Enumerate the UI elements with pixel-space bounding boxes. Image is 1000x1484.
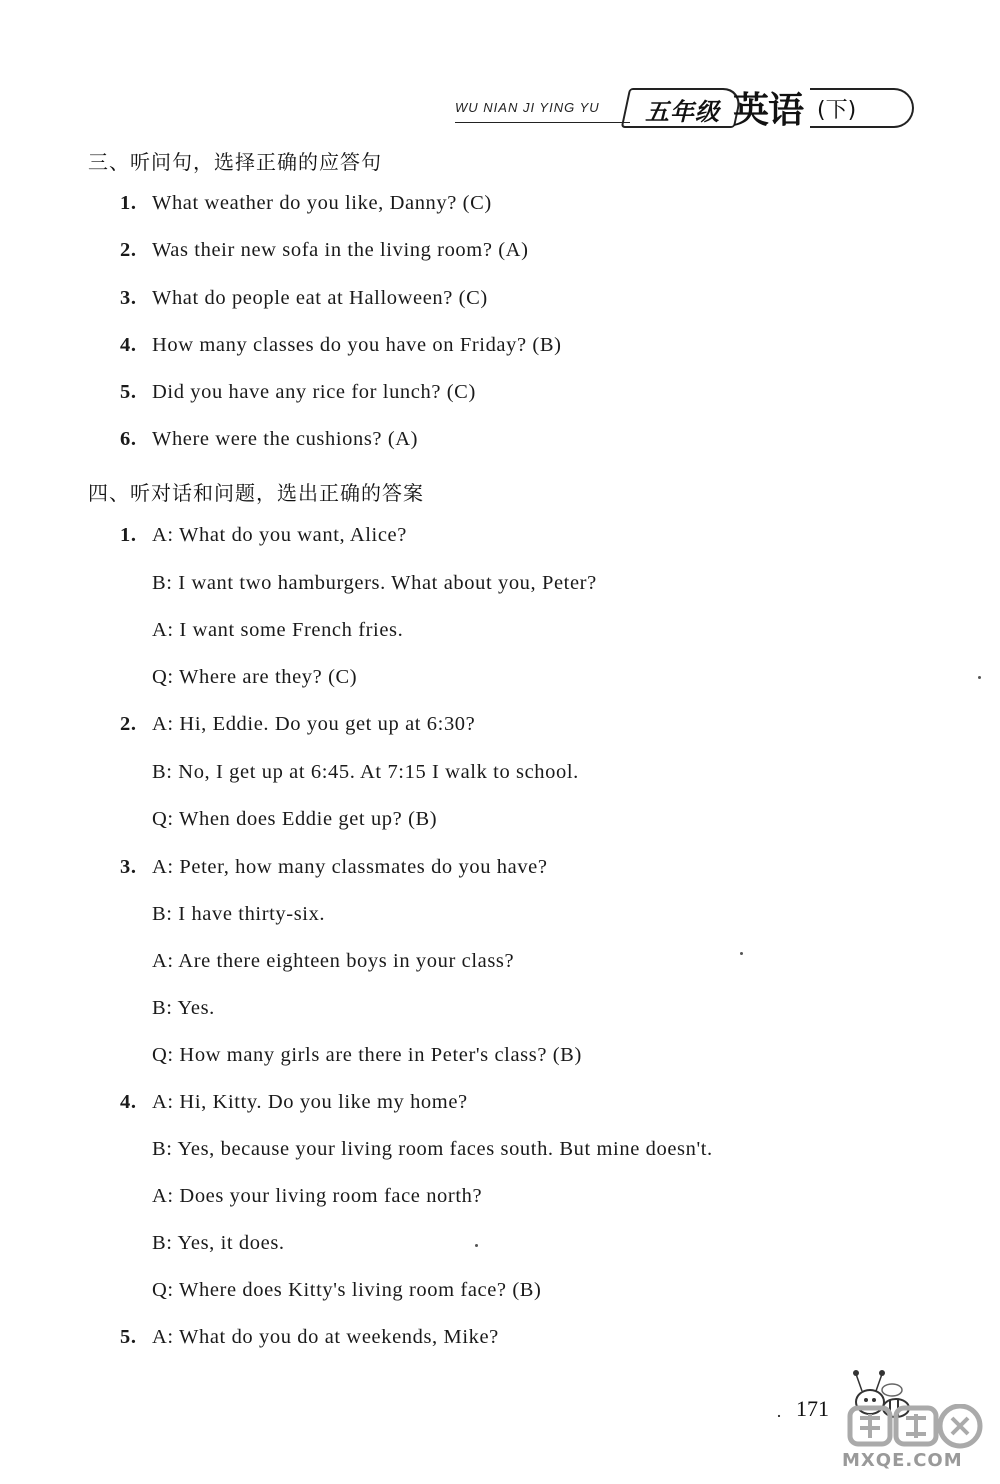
list-item <box>120 524 407 547</box>
item-number: 1. <box>120 524 137 546</box>
dialogue-line: B: I want two hamburgers. What about you, Peter? <box>152 572 597 594</box>
dialogue-line: Q: How many girls are there in Peter's class? (B) <box>152 1044 582 1066</box>
header-grade: 五年级 <box>645 98 720 126</box>
item-number: 2. <box>120 239 137 261</box>
item-text: Was their new sofa in the living room? (A) <box>152 239 529 261</box>
dialogue-line: Q: Where does Kitty's living room face? (B) <box>152 1279 542 1301</box>
dialogue-line: Q: Where are they? (C) <box>152 666 358 688</box>
list-item <box>120 334 562 357</box>
header-level: (下) <box>817 98 857 123</box>
list-item <box>120 192 492 215</box>
item-number: 2. <box>120 713 137 735</box>
section-title-listen-questions: 三、听问句，选择正确的应答句 <box>88 150 382 174</box>
list-item <box>120 287 488 310</box>
item-text: A: Hi, Kitty. Do you like my home? <box>152 1091 468 1113</box>
item-number: 3. <box>120 856 137 878</box>
dialogue-line: B: Yes, it does. <box>152 1232 285 1254</box>
list-item <box>120 856 548 879</box>
scan-speck <box>475 1244 478 1247</box>
list-item <box>120 381 476 404</box>
item-text: How many classes do you have on Friday? (B) <box>152 334 562 356</box>
item-text: A: What do you do at weekends, Mike? <box>152 1326 499 1348</box>
item-number: 4. <box>120 334 137 356</box>
item-text: A: What do you want, Alice? <box>152 524 407 546</box>
list-item <box>120 713 475 736</box>
item-text: What weather do you like, Danny? (C) <box>152 192 492 214</box>
list-item <box>120 1326 499 1349</box>
page-number: 171 <box>796 1396 829 1421</box>
item-number: 5. <box>120 1326 137 1348</box>
list-item <box>120 1091 468 1114</box>
footer-dot: · <box>776 1406 782 1426</box>
dialogue-line: A: Are there eighteen boys in your class? <box>152 950 515 972</box>
dialogue-line: A: Does your living room face north? <box>152 1185 483 1207</box>
scan-speck <box>978 676 981 679</box>
header-subject: 英语 <box>733 90 804 131</box>
item-text: A: Hi, Eddie. Do you get up at 6:30? <box>152 713 476 735</box>
item-text: Did you have any rice for lunch? (C) <box>152 381 476 403</box>
list-item <box>120 428 418 451</box>
dialogue-line: Q: When does Eddie get up? (B) <box>152 808 438 830</box>
page-header <box>455 80 925 132</box>
header-pinyin: WU NIAN JI YING YU <box>455 100 600 115</box>
dialogue-line: B: Yes, because your living room faces south. But mine doesn't. <box>152 1138 713 1160</box>
header-underline <box>455 122 630 123</box>
watermark-url: MXQE.COM <box>842 1450 963 1471</box>
item-text: What do people eat at Halloween? (C) <box>152 287 488 309</box>
item-number: 3. <box>120 287 137 309</box>
item-number: 5. <box>120 381 137 403</box>
section-title-listen-dialogues: 四、听对话和问题，选出正确的答案 <box>88 481 424 505</box>
item-number: 4. <box>120 1091 137 1113</box>
dialogue-line: A: I want some French fries. <box>152 619 404 641</box>
item-number: 1. <box>120 192 137 214</box>
list-item <box>120 239 529 262</box>
item-number: 6. <box>120 428 137 450</box>
dialogue-line: B: I have thirty-six. <box>152 903 326 925</box>
dialogue-line: B: Yes. <box>152 997 215 1019</box>
dialogue-line: B: No, I get up at 6:45. At 7:15 I walk to school. <box>152 761 579 783</box>
scan-speck <box>740 952 743 955</box>
item-text: Where were the cushions? (A) <box>152 428 419 450</box>
item-text: A: Peter, how many classmates do you have? <box>152 856 548 878</box>
